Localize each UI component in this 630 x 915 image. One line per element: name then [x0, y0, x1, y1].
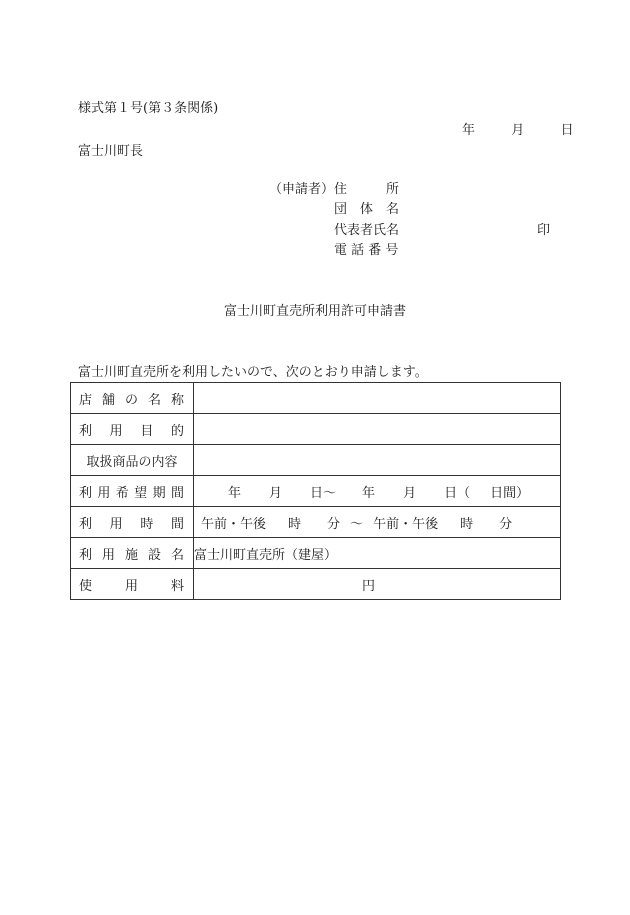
store-name-field[interactable]	[194, 383, 561, 414]
table-row	[71, 476, 561, 507]
document-title: 富士川町直売所利用許可申請書	[223, 304, 406, 319]
representative-label: 代表者氏名	[334, 223, 400, 238]
date-line	[462, 123, 574, 139]
table-row	[71, 445, 561, 476]
facility-label: 利 用 施 設 名	[71, 538, 194, 569]
addressee: 富士川町長	[78, 144, 144, 159]
applicant-role: （申請者）	[269, 182, 335, 197]
form-number: 様式第１号(第３条関係)	[78, 101, 219, 116]
table-row	[71, 569, 561, 600]
purpose-field[interactable]	[194, 414, 561, 445]
fee-label: 使 用 料	[71, 569, 194, 600]
facility-value: 富士川町直売所（建屋）	[194, 538, 561, 569]
table-row	[71, 507, 561, 538]
products-label: 取扱商品の内容	[71, 445, 194, 476]
fee-unit: 円	[362, 578, 376, 594]
table-row	[71, 538, 561, 569]
date-month: 月	[511, 123, 525, 138]
time-label: 利 用 時 間	[71, 507, 194, 538]
table-row	[71, 414, 561, 445]
period-field[interactable]: 年 月 日～ 年 月 日（ 日間）	[194, 476, 561, 507]
date-year: 年	[462, 123, 476, 138]
phone-label: 電 話 番 号	[334, 243, 399, 258]
time-field[interactable]: 午前・午後 時 分 ～ 午前・午後 時 分	[194, 507, 561, 538]
address-label: 住 所	[334, 182, 400, 197]
store-name-label: 店 舗 の 名 称	[71, 383, 194, 414]
period-label: 利 用 希 望 期 間	[71, 476, 194, 507]
products-field[interactable]	[194, 445, 561, 476]
fee-field[interactable]	[194, 569, 561, 600]
table-row	[71, 383, 561, 414]
date-day: 日	[560, 123, 574, 138]
application-table	[70, 382, 561, 600]
purpose-label: 利 用 目 的	[71, 414, 194, 445]
intro-text: 富士川町直売所を利用したいので、次のとおり申請します。	[78, 365, 428, 380]
group-name-label: 団 体 名	[334, 202, 400, 217]
seal-mark: 印	[537, 223, 551, 238]
